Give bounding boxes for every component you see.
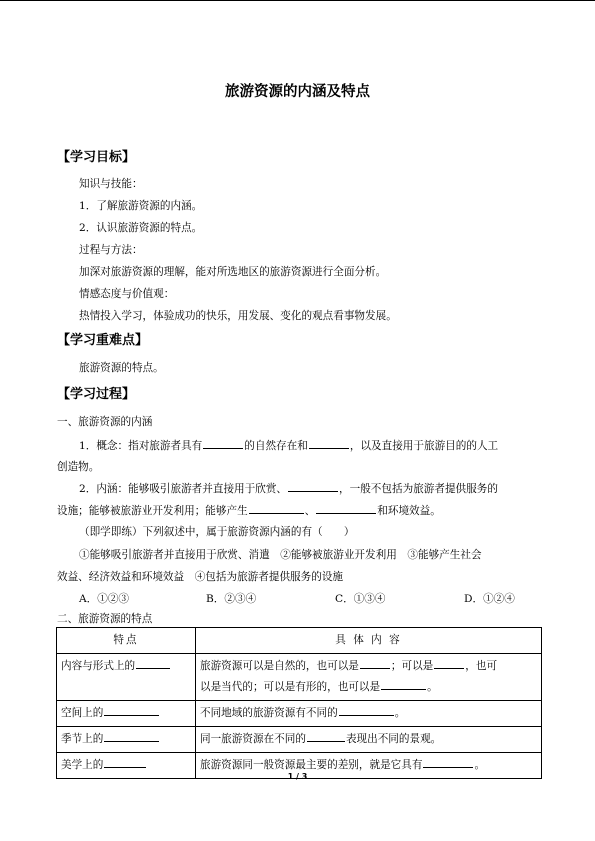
- content-cell: 不同地域的旅游资源有不同的 。: [196, 701, 542, 727]
- choice-c: C．①③④: [335, 593, 386, 605]
- content-cell: 同一旅游资源在不同的 表现出不同的景观。: [196, 727, 542, 753]
- concept-line: 1．概念：指对旅游者具有 的自然存在和 ，以及直接用于旅游目的的人工: [79, 440, 499, 452]
- concept-line-2: 创造物。: [57, 461, 100, 473]
- table-row: [57, 701, 542, 727]
- table-row: [57, 654, 542, 701]
- attitude-text: 热情投入学习，体验成功的快乐，用发展、变化的观点看事物发展。: [79, 310, 397, 322]
- blank-field: [104, 731, 159, 742]
- connotation-line: 2．内涵：能够吸引旅游者并直接用于欣赏、 ，一般不包括为旅游者提供服务的: [79, 483, 498, 495]
- table-header-row: [57, 628, 542, 654]
- page-number: 1 / 3: [287, 772, 308, 781]
- blank-field: [104, 705, 159, 716]
- attitude-label: 情感态度与价值观：: [79, 288, 175, 300]
- blank-field: [307, 731, 345, 742]
- blank-field: [423, 757, 473, 768]
- practice-question: （即学即练）下列叙述中，属于旅游资源内涵的有（ ）: [79, 526, 355, 538]
- blank-field: [288, 481, 338, 492]
- col-header-feature: 特点: [57, 628, 196, 654]
- blank-field: [203, 438, 243, 449]
- knowledge-item-1: 1．了解旅游资源的内涵。: [79, 200, 203, 212]
- part2-heading: 二、旅游资源的特点: [57, 613, 153, 625]
- process-label: 过程与方法：: [79, 244, 143, 256]
- feature-cell: 美学上的: [57, 753, 196, 779]
- choice-d: D．①②④: [464, 593, 515, 605]
- feature-cell: 空间上的: [57, 701, 196, 727]
- knowledge-item-2: 2．认识旅游资源的特点。: [79, 222, 203, 234]
- content-cell: 旅游资源可以是自然的，也可以是 ；可以是 ，也可 以是当代的；可以是有形的，也可以是 。: [196, 654, 542, 701]
- col-header-content: 具 体 内 容: [196, 628, 542, 654]
- feature-cell: 季节上的: [57, 727, 196, 753]
- choice-a: A．①②③: [79, 593, 130, 605]
- page-top-border: [0, 0, 595, 1]
- blank-field: [381, 679, 426, 690]
- blank-field: [136, 658, 170, 669]
- page-title: 旅游资源的内涵及特点: [225, 84, 370, 100]
- feature-cell: 内容与形式上的: [57, 654, 196, 701]
- content-cell: 旅游资源同一般资源最主要的差别，就是它具有 。: [196, 753, 542, 779]
- blank-field: [249, 503, 304, 514]
- section-heading-keypoints: 【学习重难点】: [57, 333, 149, 348]
- blank-field: [339, 705, 394, 716]
- section-heading-process: 【学习过程】: [57, 387, 136, 402]
- part1-heading: 一、旅游资源的内涵: [57, 416, 153, 428]
- practice-options-line-2: 效益、经济效益和环境效益 ④包括为旅游者提供服务的设施: [57, 571, 344, 583]
- section-heading-objectives: 【学习目标】: [57, 150, 136, 165]
- connotation-line-2: 设施；能够被旅游业开发利用；能够产生 、 和环境效益。: [57, 505, 441, 517]
- blank-field: [360, 658, 390, 669]
- blank-field: [434, 658, 464, 669]
- process-text: 加深对旅游资源的理解，能对所选地区的旅游资源进行全面分析。: [79, 266, 387, 278]
- knowledge-label: 知识与技能：: [79, 178, 143, 190]
- blank-field: [309, 438, 349, 449]
- choice-b: B．②③④: [206, 593, 257, 605]
- blank-field: [104, 757, 146, 768]
- features-table: [56, 627, 542, 779]
- blank-field: [316, 503, 376, 514]
- practice-options-line-1: ①能够吸引旅游者并直接用于欣赏、消遣 ②能够被旅游业开发利用 ③能够产生社会: [79, 549, 482, 561]
- keypoints-text: 旅游资源的特点。: [79, 362, 164, 374]
- table-row: [57, 727, 542, 753]
